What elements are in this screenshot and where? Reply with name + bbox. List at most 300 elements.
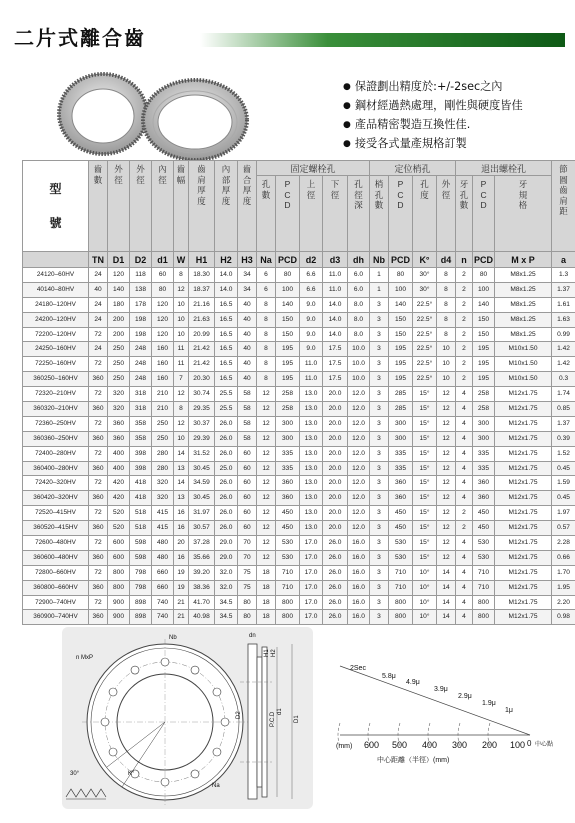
header-fix-group: 固定螺栓孔 xyxy=(257,161,370,176)
page-title: 二片式離合齒 xyxy=(14,26,146,50)
table-cell: 800 xyxy=(108,580,130,595)
table-cell: 26.0 xyxy=(323,610,348,625)
model-cell: 24180–120HV xyxy=(23,297,89,312)
table-cell: 11.0 xyxy=(300,372,323,387)
table-cell: 22.5° xyxy=(413,312,437,327)
table-cell: M12x1.75 xyxy=(495,506,552,521)
table-row xyxy=(23,431,575,446)
symbol-cell: PCD xyxy=(389,252,413,268)
bolt-hole xyxy=(101,718,109,726)
table-cell: 25.5 xyxy=(215,387,238,402)
label-dn: dn xyxy=(249,633,256,639)
symbol-cell: d2 xyxy=(300,252,323,268)
table-row xyxy=(23,580,575,595)
header-rel-pcd: PCD xyxy=(473,176,495,252)
table-cell: 2 xyxy=(456,357,473,372)
header-pin-pcd: PCD xyxy=(389,176,413,252)
axis-value: 600 xyxy=(364,740,380,750)
table-cell: 4 xyxy=(456,610,473,625)
table-cell: 18 xyxy=(257,610,276,625)
table-cell: 26.0 xyxy=(215,491,238,506)
table-cell: 335 xyxy=(276,446,300,461)
table-cell: 30.45 xyxy=(189,461,215,476)
table-cell: 1.63 xyxy=(552,312,575,327)
table-cell: 280 xyxy=(152,446,174,461)
table-cell: 900 xyxy=(108,595,130,610)
table-cell: 140 xyxy=(108,282,130,297)
table-cell: 80 xyxy=(152,282,174,297)
table-cell: 16 xyxy=(174,506,189,521)
arc-label: 1.9μ xyxy=(482,700,496,707)
table-cell: 26.0 xyxy=(215,506,238,521)
table-cell: 360 xyxy=(276,476,300,491)
table-cell: 8 xyxy=(437,282,456,297)
table-cell: 740 xyxy=(152,595,174,610)
table-cell: 4 xyxy=(456,387,473,402)
model-cell: 72250–160HV xyxy=(23,357,89,372)
table-cell: 10° xyxy=(413,610,437,625)
header-fix-pcd: PCD xyxy=(276,176,300,252)
table-cell: 3 xyxy=(370,387,389,402)
table-cell: 7 xyxy=(174,372,189,387)
table-cell: 3 xyxy=(370,372,389,387)
table-cell: 0.45 xyxy=(552,491,575,506)
table-cell: M8x1.25 xyxy=(495,327,552,342)
table-cell: 14 xyxy=(174,476,189,491)
table-cell: 6.0 xyxy=(348,282,370,297)
table-cell: 30° xyxy=(413,268,437,283)
table-cell: 12 xyxy=(174,416,189,431)
bolt-hole xyxy=(109,748,117,756)
table-cell: 10° xyxy=(413,565,437,580)
table-cell: 14 xyxy=(437,580,456,595)
header-tooth-thick: 齒肩厚度 xyxy=(189,161,215,252)
table-cell: 2 xyxy=(456,312,473,327)
table-cell: M12x1.75 xyxy=(495,461,552,476)
table-cell: 250 xyxy=(152,416,174,431)
table-cell: 11.0 xyxy=(323,268,348,283)
table-cell: 37.28 xyxy=(189,536,215,551)
table-cell: 34 xyxy=(238,282,257,297)
table-cell: 100 xyxy=(389,282,413,297)
table-cell: 2 xyxy=(456,327,473,342)
table-cell: 30.45 xyxy=(189,491,215,506)
header-fix-holes: 孔數 xyxy=(257,176,276,252)
table-cell: 21.63 xyxy=(189,312,215,327)
table-cell: 360 xyxy=(89,521,108,536)
table-cell: 4 xyxy=(456,402,473,417)
table-cell: 8.0 xyxy=(348,312,370,327)
axis-value: 400 xyxy=(422,740,438,750)
table-cell: 195 xyxy=(389,342,413,357)
table-cell: 10 xyxy=(437,372,456,387)
table-cell: 198 xyxy=(130,327,152,342)
table-cell: 24 xyxy=(89,342,108,357)
table-cell: 58 xyxy=(238,402,257,417)
table-cell: 360 xyxy=(108,431,130,446)
table-cell: 17.0 xyxy=(300,536,323,551)
axis-value: 500 xyxy=(392,740,408,750)
table-cell: 17.0 xyxy=(300,580,323,595)
table-cell: 1.59 xyxy=(552,476,575,491)
table-cell: 3 xyxy=(370,402,389,417)
table-cell: 30° xyxy=(413,282,437,297)
table-cell: M12x1.75 xyxy=(495,550,552,565)
table-cell: 335 xyxy=(389,461,413,476)
table-cell: 15° xyxy=(413,476,437,491)
table-cell: 12.0 xyxy=(348,506,370,521)
table-cell: 195 xyxy=(276,357,300,372)
table-cell: 13 xyxy=(174,461,189,476)
arc-label: 3.9μ xyxy=(434,686,448,693)
table-cell: M12x1.75 xyxy=(495,610,552,625)
table-cell: 3 xyxy=(370,297,389,312)
table-cell: 400 xyxy=(108,461,130,476)
table-cell: 14.0 xyxy=(215,268,238,283)
table-cell: 20.0 xyxy=(323,402,348,417)
table-cell: 26.0 xyxy=(215,416,238,431)
table-cell: 600 xyxy=(108,550,130,565)
table-cell: 800 xyxy=(389,595,413,610)
table-cell: 16.0 xyxy=(348,536,370,551)
feature-item: ● 保證劃出精度於:+/-2sec之內 xyxy=(343,78,523,97)
symbol-cell: d4 xyxy=(437,252,456,268)
header-pin-od: 外徑 xyxy=(437,176,456,252)
table-cell: 8 xyxy=(257,357,276,372)
feature-list xyxy=(343,78,523,154)
arc-labels xyxy=(350,665,513,714)
table-cell: 800 xyxy=(108,565,130,580)
table-cell: 4 xyxy=(456,565,473,580)
table-cell: 13 xyxy=(174,491,189,506)
table-cell: M12x1.75 xyxy=(495,416,552,431)
table-cell: 40 xyxy=(238,297,257,312)
table-cell: 34.59 xyxy=(189,476,215,491)
table-cell: 3 xyxy=(370,327,389,342)
table-cell: 13.0 xyxy=(300,461,323,476)
symbol-cell: Nb xyxy=(370,252,389,268)
table-cell: M8x1.25 xyxy=(495,282,552,297)
table-cell: 15° xyxy=(413,446,437,461)
table-cell: 360 xyxy=(473,491,495,506)
table-cell: 58 xyxy=(238,431,257,446)
table-cell: 12 xyxy=(257,491,276,506)
table-cell: 3 xyxy=(370,476,389,491)
table-cell: 4 xyxy=(456,461,473,476)
table-cell: 26.0 xyxy=(323,550,348,565)
bolt-hole xyxy=(131,666,139,674)
table-cell: 6.6 xyxy=(300,282,323,297)
table-cell: 530 xyxy=(473,550,495,565)
table-cell: 418 xyxy=(130,476,152,491)
table-cell: 710 xyxy=(473,580,495,595)
side-view xyxy=(236,633,300,799)
table-cell: 360 xyxy=(389,491,413,506)
table-cell: 14.0 xyxy=(323,327,348,342)
table-row xyxy=(23,342,575,357)
table-cell: 12 xyxy=(257,387,276,402)
model-cell: 360420–320HV xyxy=(23,491,89,506)
model-cell: 72600–480HV xyxy=(23,536,89,551)
table-cell: 20 xyxy=(174,536,189,551)
symbol-cell: D2 xyxy=(130,252,152,268)
table-cell: 75 xyxy=(238,565,257,580)
table-cell: 6.6 xyxy=(300,268,323,283)
table-cell: 140 xyxy=(389,297,413,312)
table-cell: 24 xyxy=(89,297,108,312)
table-cell: 160 xyxy=(152,342,174,357)
arc-label: 1μ xyxy=(505,707,513,714)
table-cell: 195 xyxy=(389,372,413,387)
table-cell: 15° xyxy=(413,387,437,402)
table-cell: 360 xyxy=(89,402,108,417)
bolt-hole xyxy=(191,770,199,778)
table-cell: 280 xyxy=(152,461,174,476)
table-cell: 18.30 xyxy=(189,268,215,283)
table-cell: 2 xyxy=(456,282,473,297)
table-cell: 60 xyxy=(238,476,257,491)
table-cell: 8 xyxy=(257,312,276,327)
table-cell: 3 xyxy=(370,580,389,595)
table-cell: 34.5 xyxy=(215,595,238,610)
arc-label: 4.9μ xyxy=(406,679,420,686)
table-cell: 0.66 xyxy=(552,550,575,565)
table-cell: 20.0 xyxy=(323,446,348,461)
table-cell: 0.45 xyxy=(552,461,575,476)
table-cell: 16.0 xyxy=(348,610,370,625)
table-cell: 22.5° xyxy=(413,327,437,342)
symbol-cell: PCD xyxy=(276,252,300,268)
table-cell: 35.66 xyxy=(189,550,215,565)
table-cell: M12x1.75 xyxy=(495,521,552,536)
table-cell: M8x1.25 xyxy=(495,312,552,327)
header-inner-thick: 內部厚度 xyxy=(215,161,238,252)
table-row xyxy=(23,446,575,461)
table-cell: 0.39 xyxy=(552,431,575,446)
table-cell: M8x1.25 xyxy=(495,268,552,283)
table-cell: 24 xyxy=(89,312,108,327)
table-cell: 530 xyxy=(276,550,300,565)
table-cell: 60 xyxy=(238,461,257,476)
table-cell: 31.97 xyxy=(189,506,215,521)
table-cell: 31.52 xyxy=(189,446,215,461)
table-cell: 10 xyxy=(174,327,189,342)
model-cell: 360520–415HV xyxy=(23,521,89,536)
table-cell: 450 xyxy=(276,521,300,536)
table-cell: 14.0 xyxy=(323,312,348,327)
table-cell: M12x1.75 xyxy=(495,431,552,446)
table-cell: 40 xyxy=(238,312,257,327)
table-cell: 195 xyxy=(473,372,495,387)
table-cell: 258 xyxy=(473,402,495,417)
table-cell: 10.0 xyxy=(348,372,370,387)
table-cell: 80 xyxy=(473,268,495,283)
table-cell: 518 xyxy=(130,506,152,521)
table-cell: 10 xyxy=(437,357,456,372)
table-cell: 8.0 xyxy=(348,327,370,342)
table-cell: 4 xyxy=(456,476,473,491)
table-cell: 10° xyxy=(413,580,437,595)
table-cell: 20.0 xyxy=(323,491,348,506)
label-angle: 30° xyxy=(70,771,80,777)
model-cell: 24250–160HV xyxy=(23,342,89,357)
table-cell: 450 xyxy=(389,521,413,536)
table-cell: 100 xyxy=(473,282,495,297)
table-cell: 4 xyxy=(456,446,473,461)
ring-right xyxy=(143,80,247,160)
table-cell: 195 xyxy=(389,357,413,372)
table-cell: 798 xyxy=(130,565,152,580)
model-cell: 360360–250HV xyxy=(23,431,89,446)
table-cell: 34.5 xyxy=(215,610,238,625)
table-cell: 520 xyxy=(108,521,130,536)
table-cell: 4 xyxy=(456,491,473,506)
table-cell: 12 xyxy=(257,521,276,536)
table-row xyxy=(23,506,575,521)
label-na: Na xyxy=(212,783,220,789)
header-pitch: 節圓齒肩距 xyxy=(552,161,575,252)
table-cell: 8 xyxy=(437,268,456,283)
table-cell: 13.0 xyxy=(300,476,323,491)
header-fix-lower: 下徑 xyxy=(323,176,348,252)
table-cell: 450 xyxy=(473,506,495,521)
table-cell: 250 xyxy=(108,372,130,387)
table-cell: 710 xyxy=(276,565,300,580)
label-n-mxp: n MxP xyxy=(76,655,94,661)
symbol-cell: PCD xyxy=(473,252,495,268)
table-cell: 13.0 xyxy=(300,416,323,431)
table-row xyxy=(23,476,575,491)
table-cell: 8 xyxy=(257,372,276,387)
table-cell: 80 xyxy=(238,610,257,625)
bolt-hole xyxy=(221,718,229,726)
table-cell: M10x1.50 xyxy=(495,342,552,357)
table-cell: 22.5° xyxy=(413,297,437,312)
bolt-hole xyxy=(213,688,221,696)
symbol-cell: K° xyxy=(413,252,437,268)
table-cell: M12x1.75 xyxy=(495,387,552,402)
table-cell: 30.74 xyxy=(189,387,215,402)
table-cell: 32.0 xyxy=(215,565,238,580)
table-cell: 15° xyxy=(413,506,437,521)
feature-item: ● 鋼材經過熱處理，剛性與硬度皆佳 xyxy=(343,97,523,116)
table-row xyxy=(23,610,575,625)
table-cell: 15° xyxy=(413,431,437,446)
table-cell: 12 xyxy=(174,387,189,402)
table-cell: 13.0 xyxy=(300,446,323,461)
header-fix-upper: 上徑 xyxy=(300,176,323,252)
table-cell: 1 xyxy=(370,268,389,283)
table-cell: 4 xyxy=(456,416,473,431)
table-cell: 9.0 xyxy=(300,327,323,342)
table-cell: 26.0 xyxy=(323,536,348,551)
table-cell: 70 xyxy=(238,550,257,565)
axis-labels xyxy=(336,740,525,750)
table-cell: 70 xyxy=(238,536,257,551)
table-cell: M12x1.75 xyxy=(495,595,552,610)
table-cell: 3 xyxy=(370,342,389,357)
table-cell: 22.5° xyxy=(413,342,437,357)
table-cell: 12 xyxy=(174,282,189,297)
table-cell: 120 xyxy=(152,312,174,327)
table-cell: 10 xyxy=(174,431,189,446)
model-cell: 72360–250HV xyxy=(23,416,89,431)
header-width: 齒幅 xyxy=(174,161,189,252)
table-cell: 300 xyxy=(389,431,413,446)
table-cell: 13.0 xyxy=(300,387,323,402)
table-cell: 660 xyxy=(152,580,174,595)
table-cell: 11 xyxy=(174,342,189,357)
table-cell: 25.0 xyxy=(215,461,238,476)
table-cell: 9.0 xyxy=(300,312,323,327)
table-cell: 530 xyxy=(276,536,300,551)
table-cell: 80 xyxy=(238,595,257,610)
model-cell: 360320–210HV xyxy=(23,402,89,417)
table-cell: 12.0 xyxy=(348,491,370,506)
table-cell: 60 xyxy=(238,491,257,506)
table-cell: 415 xyxy=(152,506,174,521)
symbol-blank xyxy=(23,252,89,268)
table-cell: 32.0 xyxy=(215,580,238,595)
table-row xyxy=(23,461,575,476)
table-cell: 418 xyxy=(130,491,152,506)
table-cell: 598 xyxy=(130,536,152,551)
table-cell: 18 xyxy=(257,595,276,610)
table-cell: 16.0 xyxy=(348,565,370,580)
table-cell: 19 xyxy=(174,580,189,595)
table-cell: 320 xyxy=(152,476,174,491)
table-cell: 12 xyxy=(437,476,456,491)
table-cell: 0.99 xyxy=(552,327,575,342)
table-cell: 360 xyxy=(89,580,108,595)
table-cell: 22.5° xyxy=(413,357,437,372)
table-cell: 12 xyxy=(437,461,456,476)
model-cell: 24120–60HV xyxy=(23,268,89,283)
table-cell: 17.5 xyxy=(323,372,348,387)
model-cell: 72520–415HV xyxy=(23,506,89,521)
table-cell: 800 xyxy=(473,610,495,625)
table-cell: 1.97 xyxy=(552,506,575,521)
symbol-cell: H1 xyxy=(189,252,215,268)
dimension-diagram xyxy=(62,627,313,809)
table-cell: 800 xyxy=(276,595,300,610)
table-cell: 20.0 xyxy=(323,387,348,402)
table-cell: 358 xyxy=(130,416,152,431)
table-cell: 4 xyxy=(456,580,473,595)
table-cell: 39.20 xyxy=(189,565,215,580)
table-cell: 12.0 xyxy=(348,402,370,417)
table-cell: 14.0 xyxy=(215,282,238,297)
table-cell: 12 xyxy=(437,550,456,565)
table-cell: 34 xyxy=(238,268,257,283)
table-cell: 200 xyxy=(108,327,130,342)
table-cell: 318 xyxy=(130,387,152,402)
arc-label: 2.9μ xyxy=(458,693,472,700)
table-cell: M12x1.75 xyxy=(495,565,552,580)
arc-label: 5.8μ xyxy=(382,673,396,680)
table-cell: 14 xyxy=(437,610,456,625)
table-cell: 120 xyxy=(152,297,174,312)
table-cell: 710 xyxy=(389,580,413,595)
model-header: 型 號 xyxy=(23,161,89,252)
table-cell: 29.35 xyxy=(189,402,215,417)
table-cell: 0.57 xyxy=(552,521,575,536)
table-cell: 12.0 xyxy=(348,521,370,536)
table-cell: 11 xyxy=(174,357,189,372)
table-cell: 2 xyxy=(456,521,473,536)
table-cell: 178 xyxy=(130,297,152,312)
header-pin-holes: 梢孔數 xyxy=(370,176,389,252)
